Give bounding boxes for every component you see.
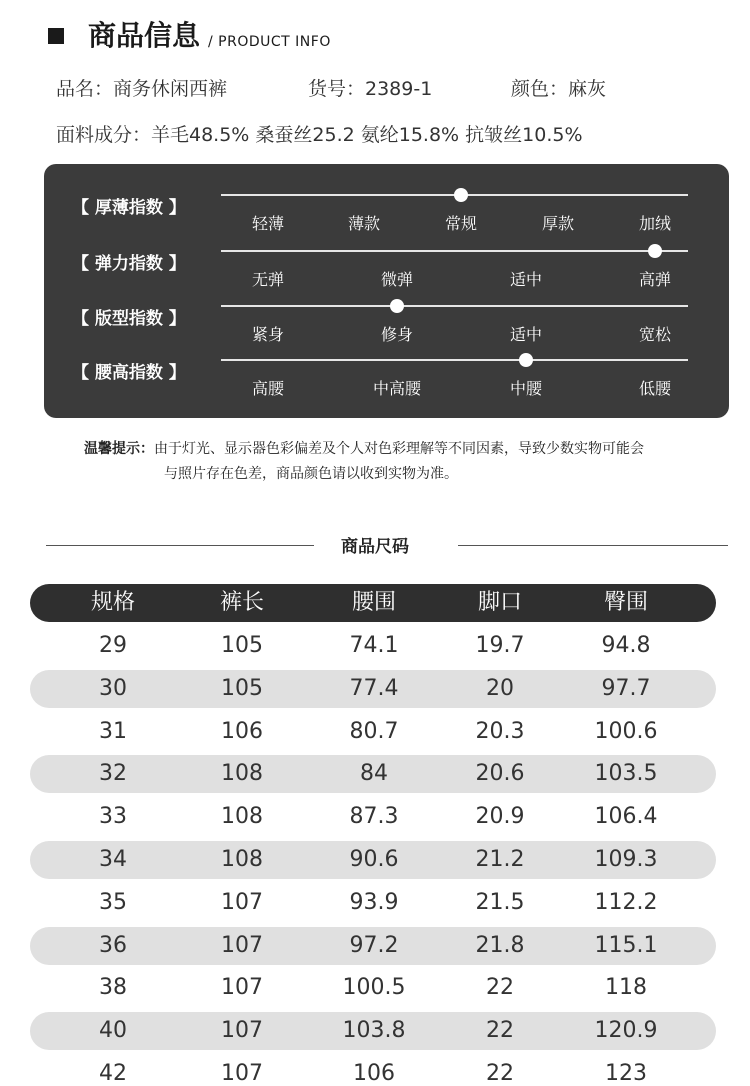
metric-label: 【 版型指数 】: [72, 309, 186, 329]
table-cell: 103.5: [594, 761, 658, 787]
metric-option: 无弹: [251, 270, 285, 289]
table-cell: 103.8: [342, 1018, 406, 1044]
metric-option: 微弹: [380, 270, 414, 289]
product-name: 品名：商务休闲西裤: [56, 78, 228, 100]
table-row: [30, 627, 716, 665]
metric-option: 厚款: [541, 214, 575, 233]
table-row: [30, 927, 716, 965]
table-cell: 100.5: [342, 975, 406, 1001]
product-item-number: 货号：2389-1: [308, 78, 433, 100]
table-cell: 22: [486, 975, 514, 1001]
tip-label: 温馨提示：: [84, 441, 154, 457]
table-cell: 74.1: [349, 633, 399, 658]
table-cell: 21.8: [475, 932, 525, 958]
table-cell: 20.3: [475, 718, 525, 744]
metric-label: 【 弹力指数 】: [72, 254, 186, 274]
table-cell: 19.7: [475, 633, 525, 658]
metric-option: 薄款: [347, 214, 381, 233]
square-bullet-icon: [48, 28, 64, 44]
table-cell: 33: [99, 804, 127, 830]
table-cell: 20.9: [475, 804, 525, 830]
section-header: [48, 18, 331, 54]
table-cell: 107: [221, 1061, 263, 1086]
metric-indicator-dot: [648, 244, 662, 258]
table-cell: 118: [605, 975, 647, 1001]
metric-option: 加绒: [638, 214, 672, 233]
metric-indicator-dot: [454, 188, 468, 202]
size-section-title: 商品尺码: [341, 537, 409, 557]
table-cell: 107: [221, 889, 263, 915]
table-cell: 35: [99, 889, 127, 915]
divider-right: [458, 545, 728, 546]
table-cell: 106: [353, 1061, 395, 1086]
table-row: [30, 1055, 716, 1086]
metric-option: 紧身: [251, 325, 285, 344]
table-cell: 22: [486, 1061, 514, 1086]
table-row: [30, 798, 716, 836]
metric-option: 适中: [509, 270, 543, 289]
size-table-header: [30, 584, 716, 622]
metric-option: 低腰: [638, 379, 672, 398]
tip-notice: [84, 437, 644, 487]
table-cell: 29: [99, 633, 127, 658]
table-cell: 40: [99, 1018, 127, 1044]
table-cell: 87.3: [349, 804, 399, 830]
table-row: [30, 755, 716, 793]
table-cell: 107: [221, 932, 263, 958]
metric-track: [221, 250, 688, 252]
table-row: [30, 1012, 716, 1050]
table-cell: 120.9: [594, 1018, 658, 1044]
table-row: [30, 670, 716, 708]
table-cell: 36: [99, 932, 127, 958]
metric-track: [221, 359, 688, 361]
metric-option: 轻薄: [251, 214, 285, 233]
table-cell: 94.8: [601, 633, 651, 658]
metric-label: 【 厚薄指数 】: [72, 198, 186, 218]
table-header-cell: 规格: [90, 590, 136, 615]
tip-line-1: 由于灯光、显示器色彩偏差及个人对色彩理解等不同因素，导致少数实物可能会: [154, 441, 644, 457]
table-cell: 38: [99, 975, 127, 1001]
metric-indicator-dot: [519, 353, 533, 367]
table-cell: 77.4: [349, 675, 399, 701]
table-cell: 106: [221, 718, 263, 744]
page-title: 商品信息: [88, 19, 201, 52]
table-cell: 30: [99, 675, 127, 701]
table-cell: 108: [221, 804, 263, 830]
table-row: [30, 969, 716, 1007]
table-cell: 84: [360, 761, 388, 787]
table-row: [30, 841, 716, 879]
table-cell: 20: [486, 675, 514, 701]
table-header-cell: 腰围: [351, 590, 397, 615]
tip-line-2: 与照片存在色差，商品颜色请以收到实物为准。: [164, 466, 458, 482]
table-cell: 20.6: [475, 761, 525, 787]
table-cell: 31: [99, 718, 127, 744]
table-cell: 105: [221, 633, 263, 658]
table-cell: 97.7: [601, 675, 651, 701]
table-cell: 97.2: [349, 932, 399, 958]
table-cell: 106.4: [594, 804, 658, 830]
table-cell: 112.2: [594, 889, 658, 915]
table-row: [30, 713, 716, 751]
table-cell: 42: [99, 1061, 127, 1086]
metric-option: 中高腰: [372, 379, 422, 398]
metric-option: 高腰: [251, 379, 285, 398]
table-cell: 108: [221, 847, 263, 872]
table-cell: 34: [99, 847, 127, 872]
table-cell: 22: [486, 1018, 514, 1044]
metric-label: 【 腰高指数 】: [72, 363, 186, 383]
metric-option: 修身: [380, 325, 414, 344]
metric-track: [221, 305, 688, 307]
table-row: [30, 884, 716, 922]
table-cell: 107: [221, 975, 263, 1001]
product-index-panel: [44, 164, 729, 418]
metric-option: 中腰: [509, 379, 543, 398]
product-color: 颜色：麻灰: [511, 78, 607, 100]
metric-option: 适中: [509, 325, 543, 344]
fabric-composition: 面料成分：羊毛48.5% 桑蚕丝25.2 氨纶15.8% 抗皱丝10.5%: [56, 124, 583, 146]
table-cell: 123: [605, 1061, 647, 1086]
table-cell: 115.1: [594, 932, 658, 958]
table-cell: 105: [221, 675, 263, 701]
metric-indicator-dot: [390, 299, 404, 313]
table-header-cell: 臀围: [603, 590, 649, 615]
table-cell: 108: [221, 761, 263, 787]
table-cell: 21.5: [475, 889, 525, 915]
table-cell: 107: [221, 1018, 263, 1044]
table-cell: 21.2: [475, 847, 525, 872]
metric-option: 常规: [444, 214, 478, 233]
table-cell: 100.6: [594, 718, 658, 744]
table-header-cell: 脚口: [477, 590, 523, 615]
table-cell: 93.9: [349, 889, 399, 915]
table-cell: 90.6: [349, 847, 399, 872]
table-header-cell: 裤长: [219, 590, 265, 615]
table-cell: 80.7: [349, 718, 399, 744]
table-cell: 32: [99, 761, 127, 787]
page-subtitle: / PRODUCT INFO: [208, 34, 331, 50]
table-cell: 109.3: [594, 847, 658, 872]
metric-option: 高弹: [638, 270, 672, 289]
metric-option: 宽松: [638, 325, 672, 344]
